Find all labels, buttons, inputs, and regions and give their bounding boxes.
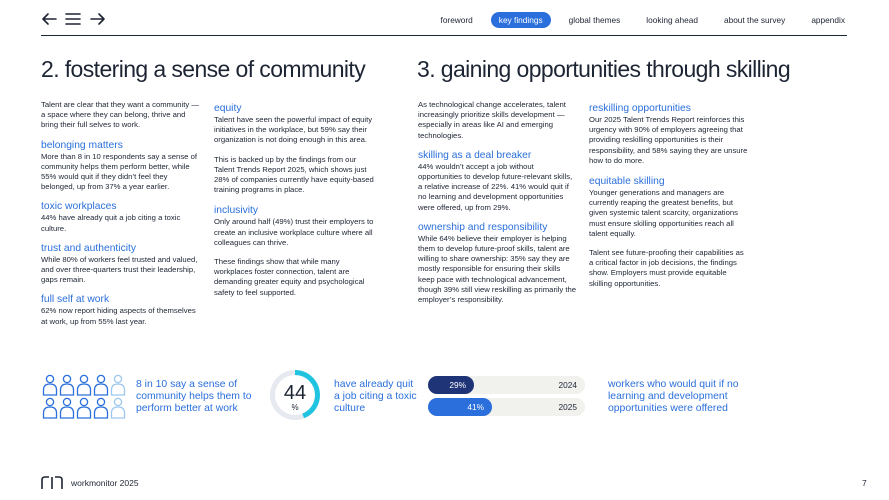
community-column-1 xyxy=(41,100,201,335)
bar-fill-2025: 41% xyxy=(428,398,492,416)
toxic-culture-stat-text: have already quit a job citing a toxic culture xyxy=(334,379,417,415)
skilling-intro: As technological change accelerates, talent increasingly prioritize skills development — especially in areas like AI and emerging technologies. xyxy=(418,100,566,140)
full-self-text: 62% now report hiding aspects of themselves at work, up from 55% last year. xyxy=(41,306,196,326)
tab-about-the-survey[interactable]: about the survey xyxy=(723,15,786,25)
inclusivity-text: Only around half (49%) trust their employers to create an inclusive workplace culture where all colleagues can thrive. xyxy=(214,217,374,247)
bar-fill-2024: 29% xyxy=(428,376,474,394)
belonging-text: More than 8 in 10 respondents say a sense of community helps them perform better, while 55% would quit if they didn’t feel they belonged, up from 37% a year earlier. xyxy=(41,151,197,192)
equity-title: equity xyxy=(214,103,242,114)
ownership-text: While 64% believe their employer is helping them to develop future-proof skills, talent are willing to share ownership: 35% say they are mostly responsible for ensuring their skills keep pace with technological advancement, though 39% still view reskilling as primarily the employer’s responsibility. xyxy=(418,233,577,305)
section-tabs xyxy=(423,12,853,28)
community-stat-text: 8 in 10 say a sense of community helps them to perform better at work xyxy=(136,379,252,415)
bar-year-2025: 2025 xyxy=(558,402,577,412)
ownership-title: ownership and responsibility xyxy=(418,221,548,233)
person-icon xyxy=(78,375,91,395)
trust-text: While 80% of workers feel trusted and valued, and over three-quarters trust their leadership, gaps remain. xyxy=(41,254,198,285)
top-navigation xyxy=(0,0,889,36)
person-icon xyxy=(78,398,91,418)
tab-appendix[interactable]: appendix xyxy=(811,15,845,25)
page-number: 7 xyxy=(862,478,867,488)
deal-breaker-text: 44% wouldn’t accept a job without opportunities to develop future-relevant skills, a relative increase of 22%. 41% would quit if no learning and development opportunities were offered, up from 29%. xyxy=(418,161,573,212)
arrow-left-icon[interactable] xyxy=(41,12,57,26)
toxic-workplaces-text: 44% have already quit a job citing a toxic culture. xyxy=(41,213,181,233)
equity-text: Talent have seen the powerful impact of equity initiatives in the workplace, but 59% say their organization is not doing enough in this area. xyxy=(214,115,373,145)
donut-value: 44 xyxy=(283,382,307,404)
trust-title: trust and authenticity xyxy=(41,242,137,254)
toxic-workplaces-title: toxic workplaces xyxy=(41,201,117,213)
community-intro: Talent are clear that they want a community — a space where they can belong, thrive and bring their full selves to work. xyxy=(41,100,200,130)
inclusivity-text-2: These findings show that while many workplaces foster connection, talent are demanding greater equity and psychological safety to feel supported. xyxy=(214,257,365,297)
tab-looking-ahead[interactable]: looking ahead xyxy=(646,15,698,25)
person-icon xyxy=(61,375,74,395)
section-heading-community: 2. fostering a sense of community xyxy=(41,56,366,82)
header-divider xyxy=(41,35,847,36)
donut-unit: % xyxy=(291,403,299,412)
inclusivity-title: inclusivity xyxy=(214,205,259,217)
full-self-title: full self at work xyxy=(41,294,110,306)
equitable-skilling-text: Younger generations and managers are currently reaping the greatest benefits, but given systemic talent scarcity, organizations must ensure skilling opportunities reach all talent equally. xyxy=(589,188,738,238)
community-column-2 xyxy=(214,100,374,307)
person-icon xyxy=(112,398,125,418)
person-icon xyxy=(61,398,74,418)
bar-year-2024: 2024 xyxy=(558,380,577,390)
randstad-logo-icon xyxy=(41,476,63,490)
bar-row-2025 xyxy=(428,398,585,416)
belonging-title: belonging matters xyxy=(41,139,123,151)
person-icon xyxy=(112,375,125,395)
person-icon xyxy=(44,375,57,395)
tab-key-findings[interactable]: key findings xyxy=(491,12,551,28)
arrow-right-icon[interactable] xyxy=(90,12,106,26)
person-icon xyxy=(44,398,57,418)
footer-brand: workmonitor 2025 xyxy=(71,478,139,488)
equity-text-2: This is backed up by the findings from our Talent Trends Report 2025, which shows just 28% of companies currently have equity-based training programs in place. xyxy=(214,154,374,195)
menu-icon[interactable] xyxy=(65,12,81,26)
tab-foreword[interactable]: foreword xyxy=(440,15,473,25)
reskilling-text: Our 2025 Talent Trends Report reinforces this urgency with 90% of employers agreeing that providing reskilling opportunities is their responsibility, and 58% saying they are unsure how to do more. xyxy=(589,115,748,165)
bar-row-2024 xyxy=(428,376,585,394)
person-icon xyxy=(95,398,108,418)
equitable-skilling-text-2: Talent see future-proofing their capabilities as a critical factor in job decisions, the findings show. Employers must provide equitable skilling opportunities. xyxy=(589,248,744,288)
quit-learning-stat-text: workers who would quit if no learning and development opportunities were offered xyxy=(608,379,739,415)
skilling-column-2 xyxy=(589,100,749,298)
reskilling-title: reskilling opportunities xyxy=(589,103,691,114)
skilling-column-1 xyxy=(418,100,578,313)
person-icon xyxy=(95,375,108,395)
section-heading-skilling: 3. gaining opportunities through skilling xyxy=(417,56,791,82)
deal-breaker-title: skilling as a deal breaker xyxy=(418,149,532,161)
people-icon-grid xyxy=(42,374,126,420)
tab-global-themes[interactable]: global themes xyxy=(568,15,621,25)
equitable-skilling-title: equitable skilling xyxy=(589,176,665,188)
